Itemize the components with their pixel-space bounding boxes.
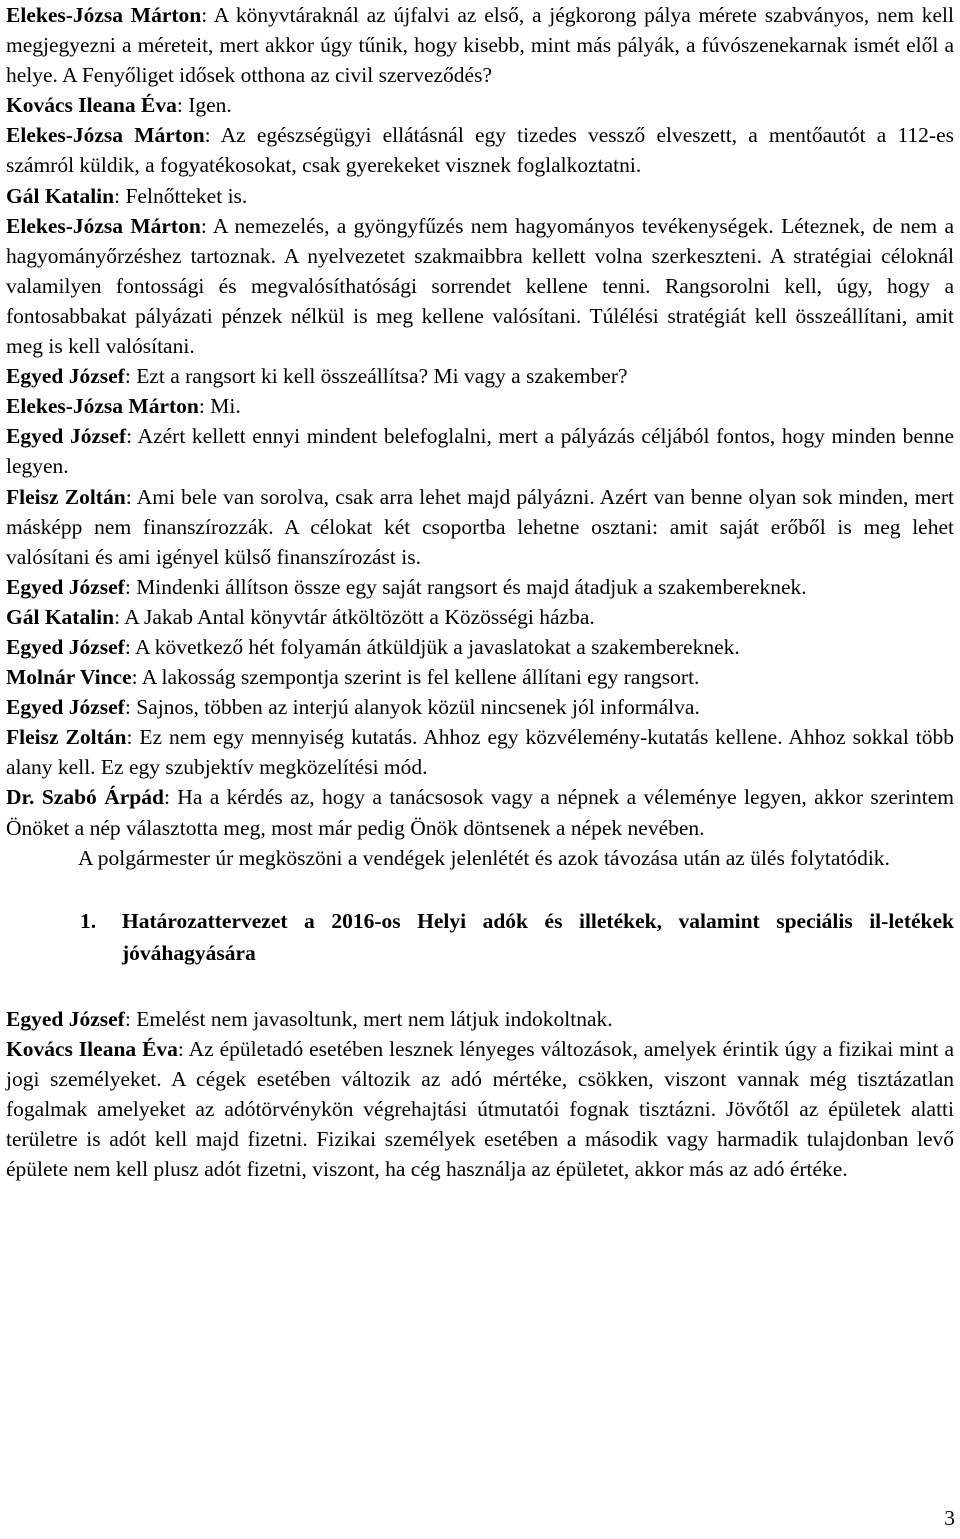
speaker-paragraph: Elekes-Józsa Márton: Mi. [6, 394, 241, 419]
speaker-text: Felnőtteket is. [125, 183, 248, 208]
transcript-after [6, 1004, 954, 1185]
speaker-text: Ha a kérdés az, hogy a tanácsosok vagy a népnek a véleménye legyen, akkor szerintem Önöket a nép választotta meg, most már pedig Önök döntsenek a népek nevében. [6, 785, 954, 840]
agenda-title: Határozattervezet a 2016-os Helyi adók és illetékek, valamint speciális il-letékek jóváhagyására [122, 908, 954, 965]
speaker-paragraph: Kovács Ileana Éva: Igen. [6, 93, 232, 118]
speaker-text: Az épületadó esetében lesznek lényeges változások, amelyek érintik úgy a fizikai mint a jogi személyeket. A cégek esetében változik az adó mértéke, csökken, viszont vannak még tisztázatlan fogalmak amelyeket az adótörvénykön végrehajtási útmutatói fognak tisztázni. Jövőtől az épületek alatti területre is adót kell majd fizetni. Fizikai személyek esetében a második vagy harmadik tulajdonban levő épülete nem kell plusz adót fizetni, viszont, ha cég használja az épületet, akkor más az adó értéke. [6, 1036, 954, 1182]
speaker-paragraph: Elekes-Józsa Márton: A könyvtáraknál az újfalvi az első, a jégkorong pálya mérete szabványos, nem kell megjegyezni a méreteit, mert akkor úgy tűnik, hogy kisebb, mint más pályák, a fúvószenekarnak ismét elől a helye. A Fenyőliget idősek otthona az civil szerveződés? [6, 3, 954, 88]
speaker-paragraph: Egyed József: Sajnos, többen az interjú alanyok közül nincsenek jól informálva. [6, 695, 700, 720]
speaker-name: Molnár Vince [6, 665, 132, 690]
speaker-paragraph: Gál Katalin: Felnőtteket is. [6, 183, 248, 208]
speaker-name: Gál Katalin [6, 183, 115, 208]
speaker-name: Gál Katalin [6, 604, 115, 629]
speaker-paragraph: Molnár Vince: A lakosság szempontja szerint is fel kellene állítani egy rangsort. [6, 665, 700, 690]
speaker-text: Mi. [210, 394, 241, 419]
speaker-paragraph: Kovács Ileana Éva: Az épületadó esetében lesznek lényeges változások, amelyek érintik úgy a fizikai mint a jogi személyeket. A cégek esetében változik az adó mértéke, csökken, viszont vannak még tisztázatlan fogalmak amelyeket az adótörvénykön végrehajtási útmutatói fognak tisztázni. Jövőtől az épületek alatti területre is adót kell majd fizetni. Fizikai személyek esetében a második vagy harmadik tulajdonban levő épülete nem kell plusz adót fizetni, viszont, ha cég használja az épületet, akkor más az adó értéke. [6, 1036, 954, 1182]
speaker-text: A következő hét folyamán átküldjük a javaslatokat a szakembereknek. [135, 634, 740, 659]
transcript-before [6, 0, 954, 843]
closing-paragraph: A polgármester úr megköszöni a vendégek jelenlétét és azok távozása után az ülés folytatódik. [78, 845, 890, 870]
speaker-paragraph: Egyed József: Emelést nem javasoltunk, mert nem látjuk indokoltnak. [6, 1006, 613, 1031]
speaker-paragraph: Egyed József: A következő hét folyamán átküldjük a javaslatokat a szakembereknek. [6, 634, 740, 659]
speaker-text: Sajnos, többen az interjú alanyok közül nincsenek jól informálva. [136, 695, 700, 720]
speaker-text: Azért kellett ennyi mindent belefoglalni, mert a pályázás céljából fontos, hogy minden benne legyen. [6, 424, 954, 479]
speaker-text: Emelést nem javasoltunk, mert nem látjuk indokoltnak. [136, 1006, 613, 1031]
speaker-name: Elekes-Józsa Márton [6, 394, 199, 419]
speaker-name: Egyed József [6, 695, 125, 720]
speaker-text: A nemezelés, a gyöngyfűzés nem hagyományos tevékenységek. Léteznek, de nem a hagyományőrzéshez tartoznak. A nyelvezetet szakmaibbra kellett volna szerkeszteni. A stratégiai céloknál valamilyen fontossági és megvalósíthatósági sorrendet kellene tenni. Rangsorolni kell, úgy, hogy a fontosabbakat pályázati pénzek nélkül is meg kellene valósítani. Túlélési stratégiát kell összeállítani, amit meg is kell valósítani. [6, 213, 954, 359]
agenda-number: 1. [80, 908, 97, 933]
speaker-paragraph: Elekes-Józsa Márton: A nemezelés, a gyöngyfűzés nem hagyományos tevékenységek. Léteznek, de nem a hagyományőrzéshez tartoznak. A nyelvezetet szakmaibbra kellett volna szerkeszteni. A stratégiai céloknál valamilyen fontossági és megvalósíthatósági sorrendet kellene tenni. Rangsorolni kell, úgy, hogy a fontosabbakat pályázati pénzek nélkül is meg kellene valósítani. Túlélési stratégiát kell összeállítani, amit meg is kell valósítani. [6, 213, 954, 359]
speaker-paragraph: Fleisz Zoltán: Ami bele van sorolva, csak arra lehet majd pályázni. Azért van benne olyan sok minden, mert másképp nem finanszírozzák. A célokat két csoportba lehetne osztani: amit saját erőből is meg lehet valósítani és ami igényel külső finanszírozást is. [6, 484, 954, 569]
speaker-paragraph: Fleisz Zoltán: Ez nem egy mennyiség kutatás. Ahhoz egy közvélemény-kutatás kellene. Ahhoz sokkal több alany kell. Ez egy szubjektív megközelítési mód. [6, 725, 954, 780]
speaker-name: Kovács Ileana Éva [6, 93, 177, 118]
document-page [6, 0, 954, 1184]
speaker-name: Elekes-Józsa Márton [6, 3, 202, 27]
speaker-name: Egyed József [6, 574, 125, 599]
speaker-name: Egyed József [6, 634, 125, 659]
speaker-name: Dr. Szabó Árpád [6, 785, 164, 810]
speaker-paragraph: Dr. Szabó Árpád: Ha a kérdés az, hogy a tanácsosok vagy a népnek a véleménye legyen, akkor szerintem Önöket a nép választotta meg, most már pedig Önök döntsenek a népek nevében. [6, 785, 954, 840]
speaker-paragraph: Egyed József: Mindenki állítson össze egy saját rangsort és majd átadjuk a szakembereknek. [6, 574, 807, 599]
speaker-text: A lakosság szempontja szerint is fel kellene állítani egy rangsort. [141, 665, 700, 690]
speaker-text: Ezt a rangsort ki kell összeállítsa? Mi vagy a szakember? [136, 364, 628, 389]
speaker-text: Mindenki állítson össze egy saját rangsort és majd átadjuk a szakembereknek. [136, 574, 807, 599]
speaker-paragraph: Elekes-Józsa Márton: Az egészségügyi ellátásnál egy tizedes vessző elveszett, a mentőautót a 112-es számról küldik, a fogyatékosokat, csak gyerekeket visznek foglalkoztatni. [6, 123, 954, 178]
agenda-heading [6, 905, 954, 969]
speaker-text: Ami bele van sorolva, csak arra lehet majd pályázni. Azért van benne olyan sok minden, mert másképp nem finanszírozzák. A célokat két csoportba lehetne osztani: amit saját erőből is meg lehet valósítani és ami igényel külső finanszírozást is. [6, 484, 954, 569]
speaker-name: Fleisz Zoltán [6, 725, 127, 750]
speaker-paragraph: Egyed József: Ezt a rangsort ki kell összeállítsa? Mi vagy a szakember? [6, 364, 628, 389]
speaker-text: A könyvtáraknál az újfalvi az első, a jégkorong pálya mérete szabványos, nem kell megjegyezni a méreteit, mert akkor úgy tűnik, hogy kisebb, mint más pályák, a fúvószenekarnak ismét elől a helye. A Fenyőliget idősek otthona az civil szerveződés? [6, 3, 954, 88]
speaker-name: Egyed József [6, 364, 125, 389]
speaker-text: Igen. [188, 93, 232, 118]
speaker-text: Az egészségügyi ellátásnál egy tizedes vessző elveszett, a mentőautót a 112-es számról küldik, a fogyatékosokat, csak gyerekeket visznek foglalkoztatni. [6, 123, 954, 178]
speaker-text: A Jakab Antal könyvtár átköltözött a Közösségi házba. [124, 604, 595, 629]
speaker-paragraph: Gál Katalin: A Jakab Antal könyvtár átköltözött a Közösségi házba. [6, 604, 595, 629]
speaker-paragraph: Egyed József: Azért kellett ennyi mindent belefoglalni, mert a pályázás céljából fontos, hogy minden benne legyen. [6, 424, 954, 479]
speaker-name: Kovács Ileana Éva [6, 1036, 178, 1061]
page-number: 3 [944, 1506, 955, 1530]
speaker-text: Ez nem egy mennyiség kutatás. Ahhoz egy közvélemény-kutatás kellene. Ahhoz sokkal több alany kell. Ez egy szubjektív megközelítési mód. [6, 725, 954, 780]
speaker-name: Elekes-Józsa Márton [6, 123, 205, 148]
speaker-name: Egyed József [6, 424, 127, 449]
speaker-name: Elekes-Józsa Márton [6, 213, 201, 238]
speaker-name: Fleisz Zoltán [6, 484, 126, 509]
speaker-name: Egyed József [6, 1006, 125, 1031]
